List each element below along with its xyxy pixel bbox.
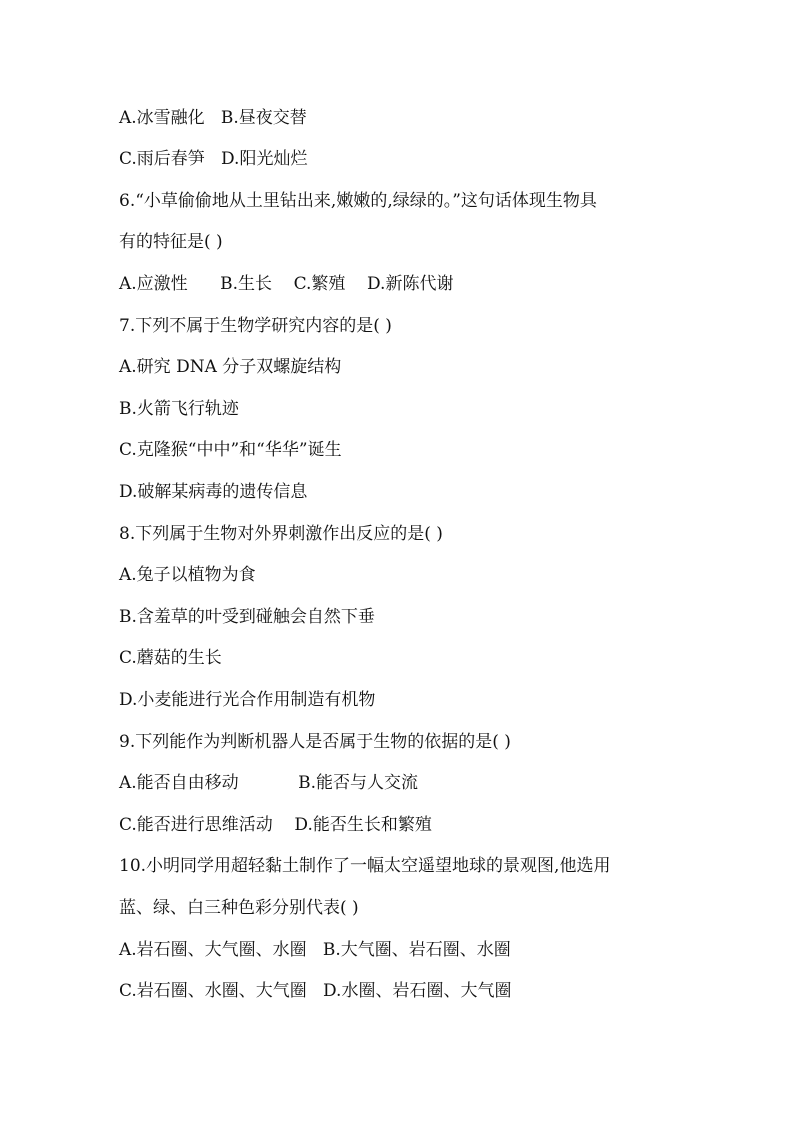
question-9-options-ab: A.能否自由移动 B.能否与人交流 [119,773,419,793]
question-10-line-2: 蓝、绿、白三种色彩分别代表( ) [119,898,359,918]
question-7-option-d: D.破解某病毒的遗传信息 [119,482,308,502]
question-9-options-cd: C.能否进行思维活动 D.能否生长和繁殖 [119,815,432,835]
question-10-options-cd: C.岩石圈、水圈、大气圈 D.水圈、岩石圈、大气圈 [119,981,512,1001]
question-7: 7.下列不属于生物学研究内容的是( ) [119,316,392,336]
question-7-option-a: A.研究 DNA 分子双螺旋结构 [119,357,342,377]
question-7-option-b: B.火箭飞行轨迹 [119,399,239,419]
question-8: 8.下列属于生物对外界刺激作出反应的是( ) [119,524,443,544]
question-8-option-c: C.蘑菇的生长 [119,648,222,668]
option-line-q5-ab: A.冰雪融化 B.昼夜交替 [119,108,307,128]
option-line-q5-cd: C.雨后春笋 D.阳光灿烂 [119,149,308,169]
question-8-option-b: B.含羞草的叶受到碰触会自然下垂 [119,607,375,627]
question-9: 9.下列能作为判断机器人是否属于生物的依据的是( ) [119,732,511,752]
question-6-options: A.应激性 B.生长 C.繁殖 D.新陈代谢 [119,274,454,294]
question-6-line-1: 6.“小草偷偷地从土里钻出来,嫩嫩的,绿绿的。”这句话体现生物具 [119,191,597,211]
question-8-option-d: D.小麦能进行光合作用制造有机物 [119,690,376,710]
question-10-options-ab: A.岩石圈、大气圈、水圈 B.大气圈、岩石圈、水圈 [119,940,511,960]
question-6-line-2: 有的特征是( ) [119,232,223,252]
question-8-option-a: A.兔子以植物为食 [119,565,256,585]
question-7-option-c: C.克隆猴“中中”和“华华”诞生 [119,440,342,460]
question-10-line-1: 10.小明同学用超轻黏土制作了一幅太空遥望地球的景观图,他选用 [119,856,611,876]
